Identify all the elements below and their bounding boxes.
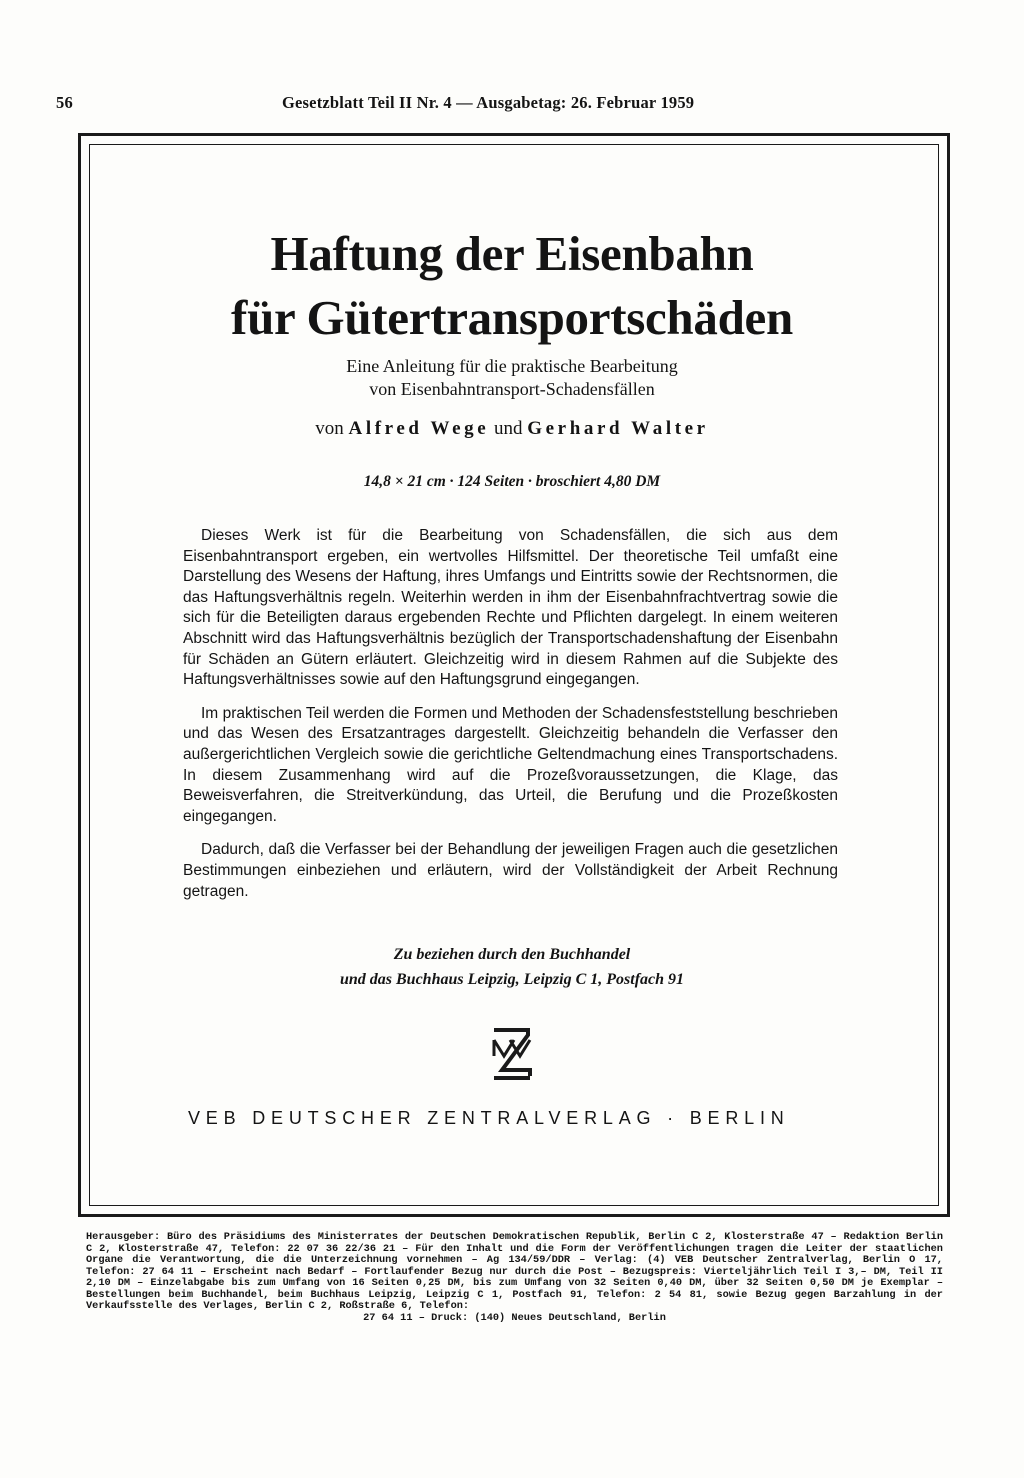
book-title-line-1: Haftung der Eisenbahn	[270, 226, 754, 281]
description-paragraph-3: Dadurch, daß die Verfasser bei der Behandlung der jeweiligen Fragen auch die gesetzlichen Bestimmungen einbeziehen und erläutern, wird der Vollständigkeit der Arbeit Rechnung getragen.	[183, 841, 838, 900]
book-description	[183, 526, 838, 915]
header-title: Gesetzblatt Teil II Nr. 4 — Ausgabetag: 26. Februar 1959	[282, 93, 695, 112]
impressum	[86, 1232, 943, 1324]
book-title	[0, 222, 1024, 350]
distribution-line-1: Zu beziehen durch den Buchhandel	[393, 946, 631, 963]
publisher-logo-icon	[488, 1026, 536, 1084]
authors-conjunction: und	[494, 418, 523, 439]
distribution-line-2: und das Buchhaus Leipzig, Leipzig C 1, Postfach 91	[339, 971, 685, 988]
impressum-last-line: 27 64 11 – Druck: (140) Neues Deutschland, Berlin	[363, 1311, 666, 1324]
page-number: 56	[56, 93, 73, 112]
book-authors	[0, 416, 1024, 442]
authors-prefix: von	[315, 418, 344, 439]
book-specs: 14,8 × 21 cm · 124 Seiten · broschiert 4,80 DM	[363, 473, 661, 490]
distribution-note	[0, 942, 1024, 992]
description-paragraph-2: Im praktischen Teil werden die Formen und Methoden der Schadensfeststellung beschrieben und das Wesen des Ersatzantrages dargestellt. Gleichzeitig behandeln die Verfasser den außergerichtlichen Vergleich sowie die gerichtliche Geltendmachung eines Transportschadens. In diesem Zusammenhang wird auf die Prozeßvoraussetzungen, die Klage, das Beweisverfahren, die Streitverkündung, das Urteil, die Berufung und die Prozeßkosten eingegangen.	[183, 704, 838, 825]
impressum-text: Herausgeber: Büro des Präsidiums des Ministerrates der Deutschen Demokratischen Republik, Berlin C 2, Klosterstraße 47 – Redaktion Berlin C 2, Klosterstraße 47, Telefon: 22 07 36 22/36 21 – Für den Inhalt und die Form der Veröffentlichungen tragen die Leiter der staatlichen Organe die Verantwortung, die die Unterzeichnung vornehmen – Ag 134/59/DDR – Verlag: (4) VEB Deutscher Zentralverlag, Berlin O 17, Telefon: 27 64 11 – Erscheint nach Bedarf – Fortlaufender Bezug nur durch die Post – Bezugspreis: Vierteljährlich Teil I 3,– DM, Teil II 2,10 DM – Einzelabgabe bis zum Umfang von 16 Seiten 0,25 DM, bis zum Umfang von 32 Seiten 0,40 DM, über 32 Seiten 0,50 DM je Exemplar – Bestellungen beim Buchhandel, beim Buchhaus Leipzig, Leipzig C 1, Postfach 91, Telefon: 2 54 81, sowie Bezug gegen Barzahlung in der Verkaufsstelle des Verlages, Berlin C 2, Roßstraße 6, Telefon:	[86, 1231, 943, 1312]
page-header	[56, 93, 756, 119]
book-title-line-2: für Gütertransportschäden	[231, 290, 793, 345]
subtitle-line-1: Eine Anleitung für die praktische Bearbeitung	[346, 356, 678, 376]
description-paragraph-1: Dieses Werk ist für die Bearbeitung von Schadensfällen, die sich aus dem Eisenbahntransport ergeben, ein wertvolles Hilfsmittel. Der theoretische Teil umfaßt eine Darstellung des Wesens der Haftung, ihres Umfangs und Eintritts sowie der Rechtsnormen, die das Haftungsverhältnis regeln. Weiterhin werden in ihm der Eisenbahnfrachtvertrag sowie die sich für die Beteiligten daraus ergebenden Rechte und Pflichten dargelegt. In einem weiteren Abschnitt wird das Haftungsverhältnis bezüglich der Transportschadenshaftung der Eisenbahn für Schäden an Gütern erläutert. Gleichzeitig wird in diesem Rahmen auf die Subjekte des Haftungsverhältnisses sowie auf den Haftungsgrund eingegangen.	[183, 527, 838, 689]
subtitle-line-2: von Eisenbahntransport-Schadensfällen	[369, 379, 655, 399]
author-2: Gerhard Walter	[527, 418, 709, 439]
publisher-name: VEB DEUTSCHER ZENTRALVERLAG · BERLIN	[188, 1108, 790, 1128]
author-1: Alfred Wege	[348, 418, 490, 439]
book-subtitle	[0, 355, 1024, 401]
